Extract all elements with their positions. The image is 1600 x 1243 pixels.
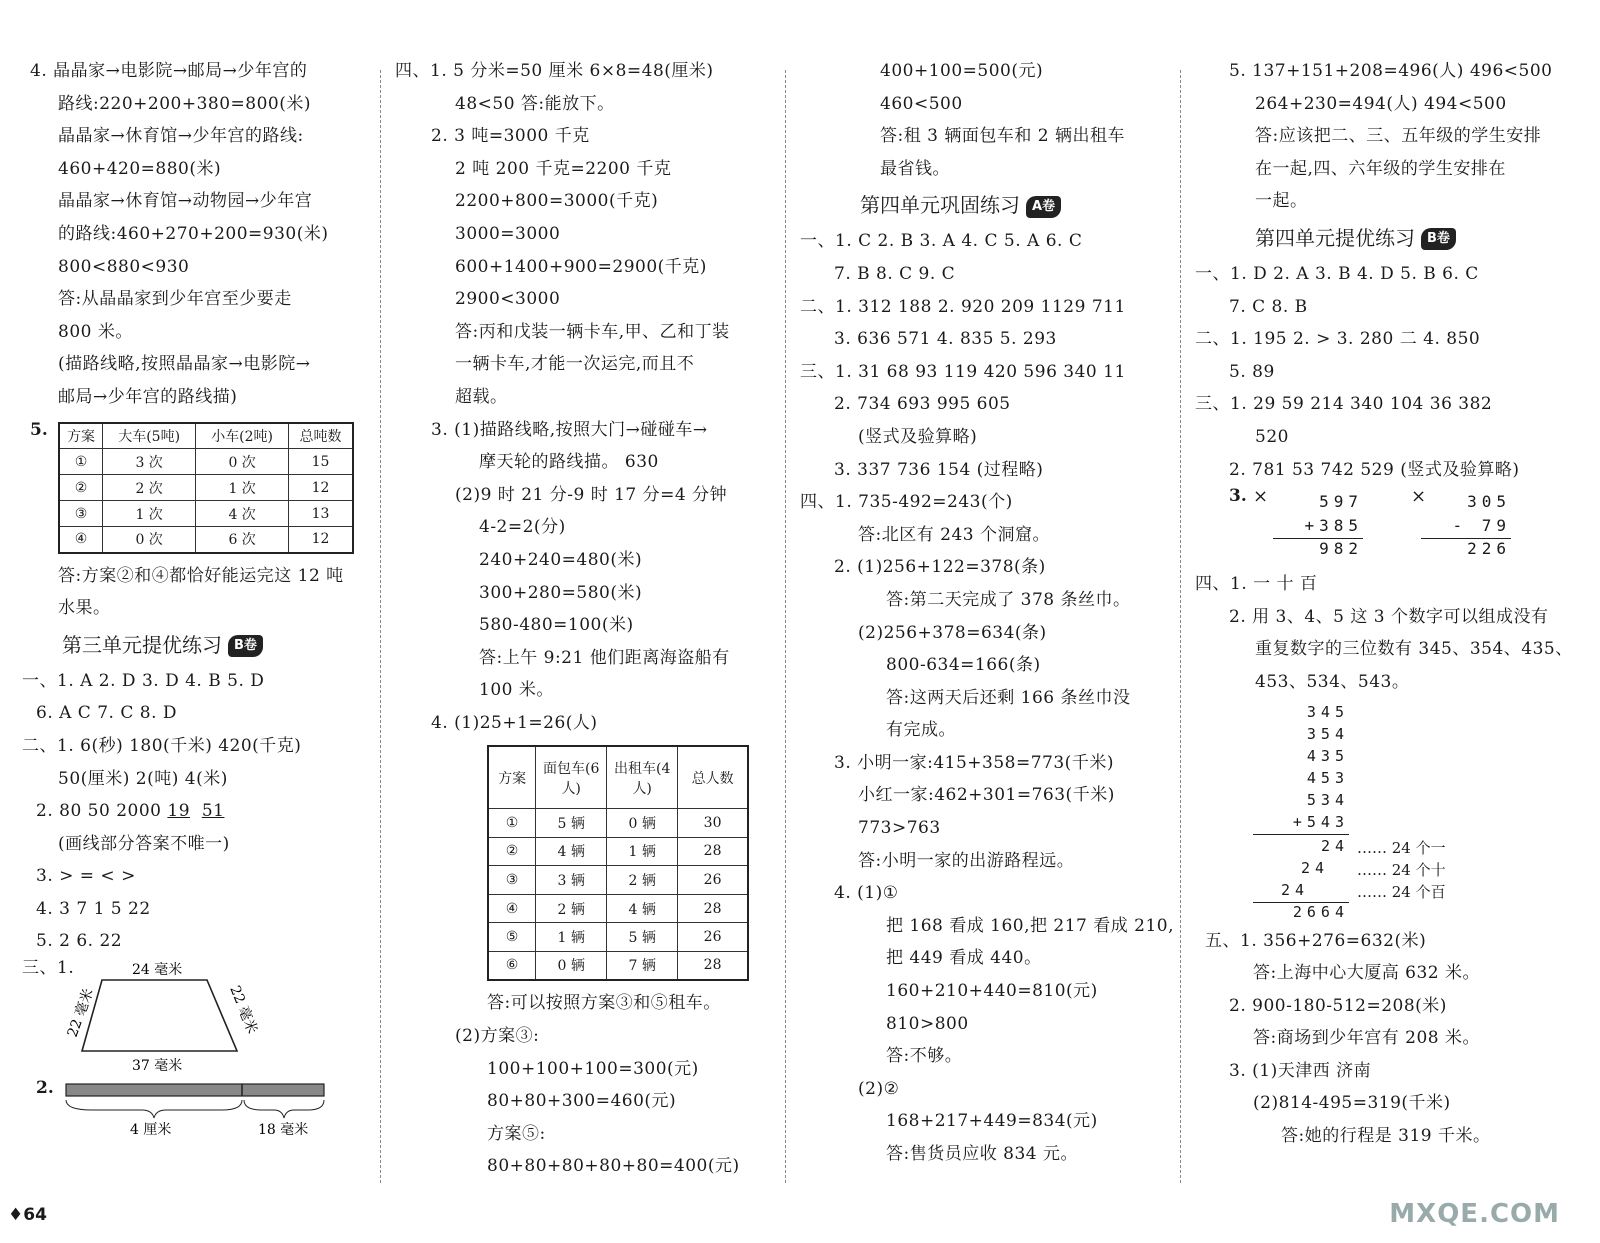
vertical-sum [1253,703,1349,835]
table-header: 总吨数 [289,423,353,449]
table-cell: ⑤ [488,923,536,952]
heading-title: 第四单元巩固练习 [860,193,1020,218]
table-row [488,923,748,952]
text-line: 答:应该把二、三、五年级的学生安排 [1255,126,1542,147]
table-cell: 7 辆 [607,951,678,980]
table-header: 小车(2吨) [196,423,289,449]
text-line: 2 吨 200 千克=2200 千克 [455,158,672,179]
calc-row: 305 [1467,492,1511,512]
text-line: 二、1. 312 188 2. 920 209 1129 711 [800,296,1126,317]
table-cell: ④ [488,894,536,923]
text-line: 4. (1)25+1=26(人) [431,712,598,733]
bar-right-label: 18 毫米 [258,1122,309,1139]
calc-row: +385 [1273,516,1363,539]
wrong-mark-icon: × [1253,486,1269,508]
text-line: 水果。 [58,598,111,619]
table-row [488,808,748,837]
text-line: 摩天轮的路线描。 630 [479,452,659,473]
answer-column-3 [800,55,1175,1183]
text-line: 800-634=166(条) [886,655,1041,676]
trapezoid-top-label: 24 毫米 [132,962,183,979]
text-line: 二、1. 6(秒) 180(千米) 420(千克) [22,735,302,756]
text-line: 2. (1)256+122=378(条) [834,557,1046,578]
table-row [488,951,748,980]
table-cell: ④ [59,527,103,553]
text-line: 3000=3000 [455,223,561,244]
sum-total: 2664 [1292,902,1349,921]
table-row [59,527,353,553]
volume-badge: B卷 [1421,228,1456,250]
vertical-addition [1273,492,1363,563]
col1-lines [22,55,370,414]
vertical-calc-block [1195,486,1575,568]
text-line: 五、1. 356+276=632(米) [1205,930,1427,951]
question-number: 2. [36,1078,54,1099]
text-line: 5. 137+151+208=496(人) 496<500 [1229,61,1553,81]
calc-row: 354 [1306,724,1349,743]
bar-left-label: 4 厘米 [130,1122,172,1139]
text-line: 800 米。 [58,321,133,342]
text-line: 6. A C 7. C 8. D [36,703,178,724]
text-line: 最省钱。 [880,158,950,179]
table-cell: 0 辆 [536,951,607,980]
text-line: 方案⑤: [487,1123,546,1144]
text-line: 答:丙和戊装一辆卡车,甲、乙和丁装 [455,321,730,342]
plan-table-trucks [58,422,354,554]
table-cell: 26 [678,923,748,952]
calc-row: 597 [1319,492,1363,512]
text-line: 3. 636 571 4. 835 5. 293 [834,329,1057,350]
text-line: 4. 晶晶家→电影院→邮局→少年宫的 [30,61,308,81]
plan-table-vehicles [487,745,749,981]
text-line: 把 449 看成 440。 [886,948,1042,969]
text-line: (2)814-495=319(千米) [1253,1093,1451,1114]
table-row [59,449,353,475]
calc-row: - 79 [1421,516,1511,539]
section-heading [800,185,1175,225]
text-line: 160+210+440=810(元) [886,981,1098,1002]
text-line: 的路线:460+270+200=930(米) [58,223,329,244]
page-number: ♦64 [8,1205,47,1225]
calc-row: 345 [1306,702,1349,721]
table-cell: 0 次 [196,449,289,475]
text-line: 答:商场到少年宫有 208 米。 [1253,1028,1480,1049]
heading-title: 第四单元提优练习 [1255,225,1415,250]
text-line: 460+420=880(米) [58,158,222,179]
table-header: 总人数 [678,746,748,808]
text-line: 三、1. 29 59 214 340 104 36 382 [1195,394,1493,415]
table-cell: 30 [678,808,748,837]
table-cell: 1 次 [196,475,289,501]
table-row [488,866,748,895]
text-line: 答:方案②和④都恰好能运完这 12 吨 [58,565,344,586]
question-number: 3. [1229,486,1247,507]
table-header: 方案 [488,746,536,808]
text-line: 453、534、543。 [1255,671,1410,692]
text-line: 答:从晶晶家到少年宫至少要走 [58,289,292,310]
text-line: 50(厘米) 2(吨) 4(米) [58,768,228,789]
text-line: 答:可以按照方案③和⑤租车。 [487,993,721,1014]
section-heading [1195,218,1575,258]
q5-table-block [22,414,370,560]
question-number: 5. [30,419,48,440]
text-line: 400+100=500(元) [880,61,1044,81]
text-line: 三、1. 31 68 93 119 420 596 340 11 [800,361,1126,382]
column-divider [380,70,381,1183]
text-line: 一、1. C 2. B 3. A 4. C 5. A 6. C [800,231,1083,252]
text-line: 3. (1)天津西 济南 [1229,1060,1372,1081]
partial-sum-note: …… 24 个十 [1357,860,1446,879]
table-cell: 2 次 [103,475,196,501]
text-line: 4. (1)① [834,883,899,904]
table-cell: 13 [289,501,353,527]
calc-row: 534 [1306,790,1349,809]
text-line: 把 168 看成 160,把 217 看成 210, [886,915,1175,936]
table-row [488,894,748,923]
partial-sum-value: 24 [1300,858,1329,877]
table-cell: 15 [289,449,353,475]
table-cell: ③ [59,501,103,527]
text-line: 5. 2 6. 22 [36,931,123,952]
answer-column-2 [395,55,775,1183]
table-cell: 2 辆 [607,866,678,895]
text-line: (2)256+378=634(条) [858,622,1047,643]
text-line: 600+1400+900=2900(千克) [455,256,707,277]
calc-row: 226 [1467,539,1511,559]
text-line: 答:上午 9:21 他们距离海盗船有 [479,647,730,668]
calc-row: 435 [1306,746,1349,765]
text-line: 答:她的行程是 319 千米。 [1281,1126,1491,1147]
table-row [59,475,353,501]
underlined-number: 51 [201,801,225,822]
table-cell: 3 次 [103,449,196,475]
partial-sums [1253,837,1349,925]
text-line: 100 米。 [479,680,554,701]
heading-title: 第三单元提优练习 [62,632,222,657]
table-cell: ② [59,475,103,501]
text-line: 264+230=494(人) 494<500 [1255,93,1507,114]
table-cell: 1 辆 [607,837,678,866]
text-line: 7. C 8. B [1229,296,1308,317]
text-line: 520 [1255,426,1289,447]
text-line: (2)9 时 21 分-9 时 17 分=4 分钟 [455,484,728,505]
text-line: (描路线略,按照晶晶家→电影院→ [58,354,311,375]
table-cell: 1 次 [103,501,196,527]
table-header: 出租车(4人) [607,746,678,808]
text-line: (2)方案③: [455,1026,540,1047]
text-line: 2900<3000 [455,289,561,310]
table-cell: 4 次 [196,501,289,527]
underlined-number: 19 [167,801,191,822]
text-line: 810>800 [886,1013,969,1034]
text-line: 4-2=2(分) [479,517,566,538]
text-line: 800<880<930 [58,256,190,277]
text-line: 一、1. D 2. A 3. B 4. D 5. B 6. C [1195,263,1479,284]
text-line: 四、1. 一 十 百 [1195,574,1318,595]
calc-row: 453 [1306,768,1349,787]
text-line: 重复数字的三位数有 345、354、435、 [1255,639,1573,660]
text-line: 3. > = < > [36,866,136,887]
table-cell: ② [488,837,536,866]
text-line: 4. 3 7 1 5 22 [36,898,151,919]
vertical-subtraction [1421,492,1511,563]
text-line: 一辆卡车,才能一次运完,而且不 [455,354,695,375]
text-line: 邮局→少年宫的路线描) [58,386,238,407]
table-header: 大车(5吨) [103,423,196,449]
text-line: 一、1. A 2. D 3. D 4. B 5. D [22,670,265,691]
text-line: 有完成。 [886,720,956,741]
text-line: 3. 337 736 154 (过程略) [834,459,1044,480]
text-line: 答:第二天完成了 378 条丝巾。 [886,589,1131,610]
partial-sum-note: …… 24 个百 [1357,882,1446,901]
table-header: 面包车(6人) [536,746,607,808]
table-cell: 12 [289,475,353,501]
partial-sum-note: …… 24 个一 [1357,838,1446,857]
text-line: (竖式及验算略) [858,426,978,447]
table-cell: 2 辆 [536,894,607,923]
text-line: 在一起,四、六年级的学生安排在 [1255,158,1506,179]
text-line [22,795,370,828]
text-line: 5. 89 [1229,361,1275,382]
text-line: 一起。 [1255,191,1308,212]
text-line: 2200+800=3000(千克) [455,191,659,212]
trapezoid-figure-block [22,958,370,1078]
text-line: 二、1. 195 2. > 3. 280 二 4. 850 [1195,329,1481,350]
volume-badge: A卷 [1026,196,1061,218]
section-heading [22,625,370,665]
text-line: (2)② [858,1078,900,1099]
watermark: MXQE.COM [1389,1199,1560,1229]
text-line: 773>763 [858,818,941,839]
text-line: 答:北区有 243 个洞窟。 [858,524,1050,545]
bar-figure-block [22,1078,370,1138]
table-row [59,501,353,527]
text-line: 80+80+300=460(元) [487,1091,677,1112]
text-line: 答:这两天后还剩 166 条丝巾没 [886,687,1131,708]
trapezoid-drawing [62,958,260,1076]
text-line: 2. 用 3、4、5 这 3 个数字可以组成没有 [1229,606,1549,627]
trapezoid-left-label: 22 毫米 [64,986,97,1040]
text-line: 四、1. 5 分米=50 厘米 6×8=48(厘米) [395,61,714,81]
text-line: 460<500 [880,93,963,114]
table-cell: 3 辆 [536,866,607,895]
text-line: 7. B 8. C 9. C [834,263,956,284]
calc-row: +543 [1253,813,1349,835]
table-header: 方案 [59,423,103,449]
text-line: 答:售货员应收 834 元。 [886,1144,1078,1164]
wrong-mark-icon: × [1411,486,1427,508]
table-cell: ⑥ [488,951,536,980]
trapezoid-bottom-label: 37 毫米 [132,1058,183,1075]
text-line: 2. 3 吨=3000 千克 [431,126,590,147]
text-line: 240+240=480(米) [479,549,643,570]
table-cell: 4 辆 [607,894,678,923]
text-line: 答:不够。 [886,1046,963,1067]
text-line: 超载。 [455,386,508,407]
answer-column-1 [22,55,370,1183]
column-divider [785,70,786,1183]
text-line: 100+100+100=300(元) [487,1058,699,1079]
table-cell: 0 次 [103,527,196,553]
text-line: 3. (1)描路线略,按照大门→碰碰车→ [431,419,708,440]
table-cell: 4 辆 [536,837,607,866]
table-cell: 5 辆 [536,808,607,837]
text-line: 答:小明一家的出游路程远。 [858,850,1075,871]
text-line: 168+217+449=834(元) [886,1111,1098,1132]
text-line: 3. 小明一家:415+358=773(千米) [834,752,1114,773]
text-line: 580-480=100(米) [479,615,634,636]
partial-sum-notes [1357,837,1446,903]
column-divider [1180,70,1181,1183]
text-line: 答:上海中心大厦高 632 米。 [1253,963,1480,984]
text-line: 答:租 3 辆面包车和 2 辆出租车 [880,126,1125,147]
text-line: 80+80+80+80+80=400(元) [487,1156,740,1177]
question-number: 三、1. [22,958,75,979]
table-cell: ① [488,808,536,837]
partial-sum-value: 24 [1320,836,1349,855]
text-line: 2. 900-180-512=208(米) [1229,995,1447,1016]
table-row [488,837,748,866]
text-line: 路线:220+200+380=800(米) [58,93,312,114]
trapezoid-right-label: 22 毫米 [226,983,260,1037]
text-line: 300+280=580(米) [479,582,643,603]
table-cell: 6 次 [196,527,289,553]
table-cell: 12 [289,527,353,553]
bar-drawing [62,1080,332,1138]
table-cell: ① [59,449,103,475]
table-cell: 0 辆 [607,808,678,837]
table-cell: 26 [678,866,748,895]
table-cell: 28 [678,951,748,980]
answer-column-4 [1195,55,1575,1183]
page-number-value: 64 [23,1205,47,1225]
table-cell: 28 [678,837,748,866]
text-line: 48<50 答:能放下。 [455,93,615,114]
text-segment: 2. 80 50 2000 [36,801,168,822]
bus-plan-table-block [395,739,775,987]
text-line: (画线部分答案不唯一) [58,833,230,854]
calc-row: 982 [1319,539,1363,559]
table-cell: ③ [488,866,536,895]
text-line: 晶晶家→休育馆→少年宫的路线: [58,126,304,147]
table-cell: 1 辆 [536,923,607,952]
volume-badge: B卷 [228,635,263,657]
text-line: 小红一家:462+301=763(千米) [858,785,1115,806]
partial-sum-value: 24 [1253,881,1349,903]
text-line: 2. 734 693 995 605 [834,394,1011,415]
table-cell: 5 辆 [607,923,678,952]
digit-sum-block [1195,699,1575,925]
text-line: 晶晶家→休育馆→动物园→少年宫 [58,191,313,212]
table-cell: 28 [678,894,748,923]
text-line: 2. 781 53 742 529 (竖式及验算略) [1229,459,1520,480]
text-line: 四、1. 735-492=243(个) [800,492,1013,513]
